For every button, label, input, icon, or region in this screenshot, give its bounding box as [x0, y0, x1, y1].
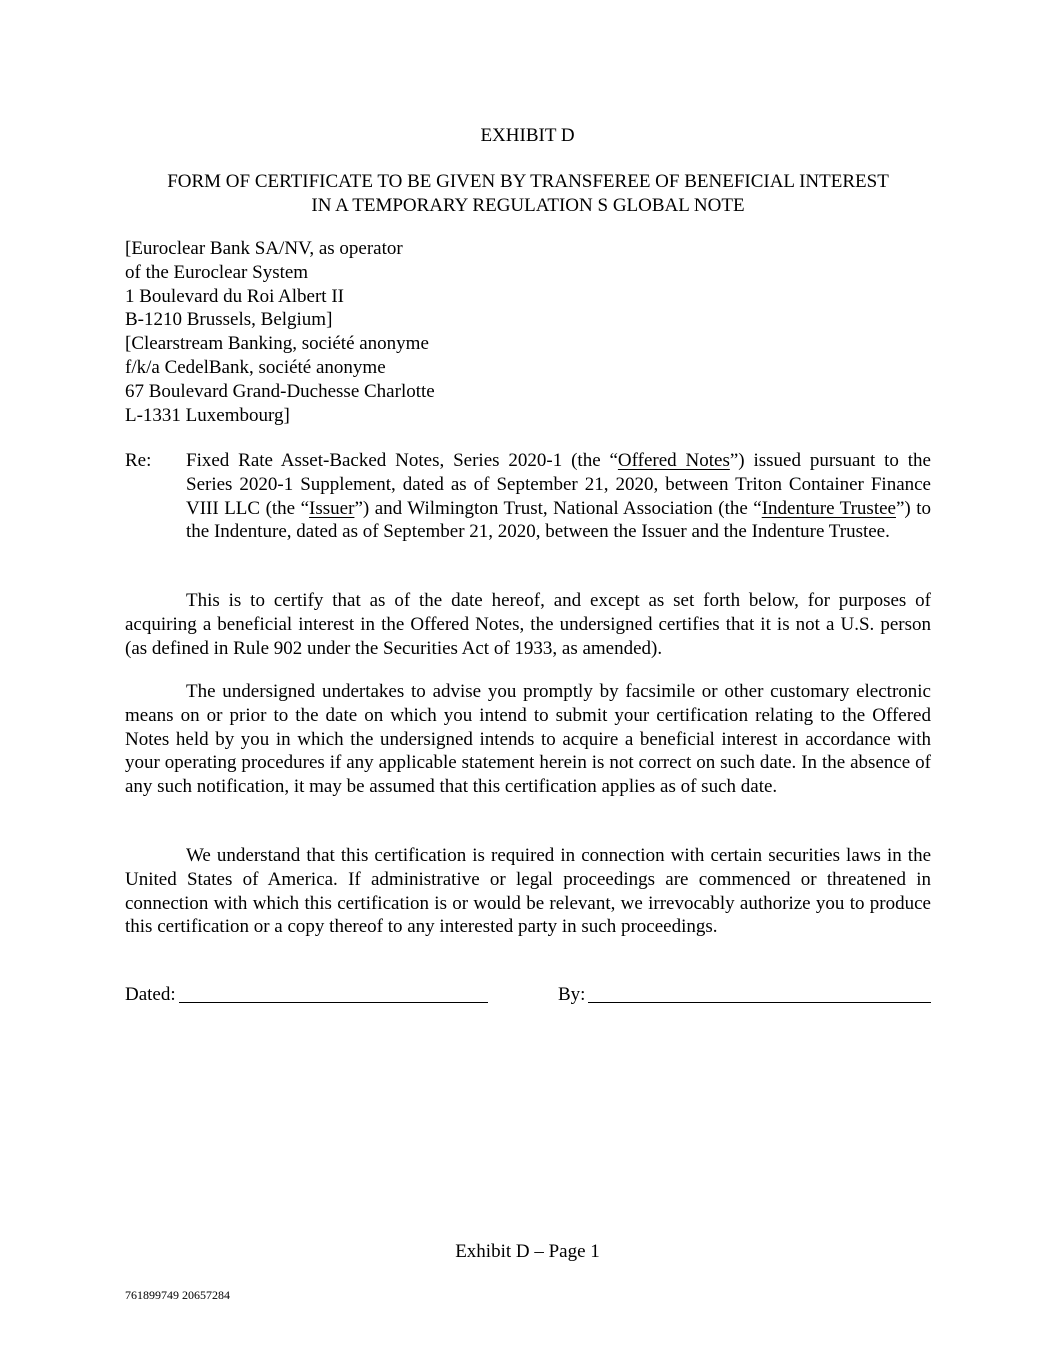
address-line: f/k/a CedelBank, société anonyme: [125, 356, 386, 378]
authorization-paragraph: We understand that this certification is required in connection with certain securities laws in the United States of America. If administrative or legal proceedings are commenced or threatened in connection with which this certification is or would be relevant, we irrevocably authorize you to produce this certification or a copy thereof to any interested party in such proceedings.: [125, 845, 931, 938]
signature-row: [125, 983, 931, 1009]
defined-term-indenture-trustee: Indenture Trustee: [761, 497, 896, 519]
undertaking-paragraph: The undersigned undertakes to advise you promptly by facsimile or other customary electronic means on or prior to the date on which you intend to submit your certification relating to the Offered Notes held by you in which the undersigned intends to acquire a beneficial interest in accordance with your operating procedures if any applicable statement herein is not correct on such date. In the absence of any such notification, it may be assumed that this certification applies as of such date.: [125, 681, 931, 798]
re-text-part: ”) and Wilmington Trust, National Association (the “: [354, 497, 762, 519]
by-signature-line: [588, 1002, 931, 1003]
re-label: Re:: [125, 450, 152, 471]
document-id: 761899749 20657284: [125, 1288, 230, 1302]
address-line: 67 Boulevard Grand-Duchesse Charlotte: [125, 380, 435, 402]
re-text-part: ”) to the Indenture, dated as of September 21, 2020, between the Issuer and the Indenture Trustee.: [186, 497, 932, 543]
form-title-line-1: FORM OF CERTIFICATE TO BE GIVEN BY TRANSFEREE OF BENEFICIAL INTEREST: [167, 171, 889, 192]
address-line: B-1210 Brussels, Belgium]: [125, 309, 333, 331]
address-line: [Euroclear Bank SA/NV, as operator: [125, 238, 403, 259]
address-line: [Clearstream Banking, société anonyme: [125, 333, 429, 355]
dated-signature-line: [179, 1002, 488, 1003]
form-title-line-2: IN A TEMPORARY REGULATION S GLOBAL NOTE: [311, 194, 745, 216]
form-title: [125, 170, 931, 218]
defined-term-issuer: Issuer: [309, 497, 355, 519]
address-line: L-1331 Luxembourg]: [125, 404, 290, 426]
addressee-block: [125, 237, 645, 427]
re-text: [186, 449, 931, 544]
re-text-part: ”) issued pursuant to the Series 2020-1 Supplement, dated as of September 21, 2020, between Triton Container Finance VIII LLC (the “: [186, 450, 931, 519]
address-line: of the Euroclear System: [125, 261, 309, 283]
dated-label: Dated:: [125, 984, 176, 1005]
certification-paragraph: This is to certify that as of the date hereof, and except as set forth below, for purposes of acquiring a beneficial interest in the Offered Notes, the undersigned certifies that it is not a U.S. person (as defined in Rule 902 under the Securities Act of 1933, as amended).: [125, 590, 931, 659]
by-label: By:: [558, 984, 586, 1005]
page-footer: Exhibit D – Page 1: [455, 1241, 600, 1262]
address-line: 1 Boulevard du Roi Albert II: [125, 285, 344, 307]
re-text-part: Fixed Rate Asset-Backed Notes, Series 2020-1 (the “: [186, 450, 618, 471]
exhibit-title: EXHIBIT D: [480, 125, 575, 146]
defined-term-offered-notes: Offered Notes: [617, 450, 730, 471]
